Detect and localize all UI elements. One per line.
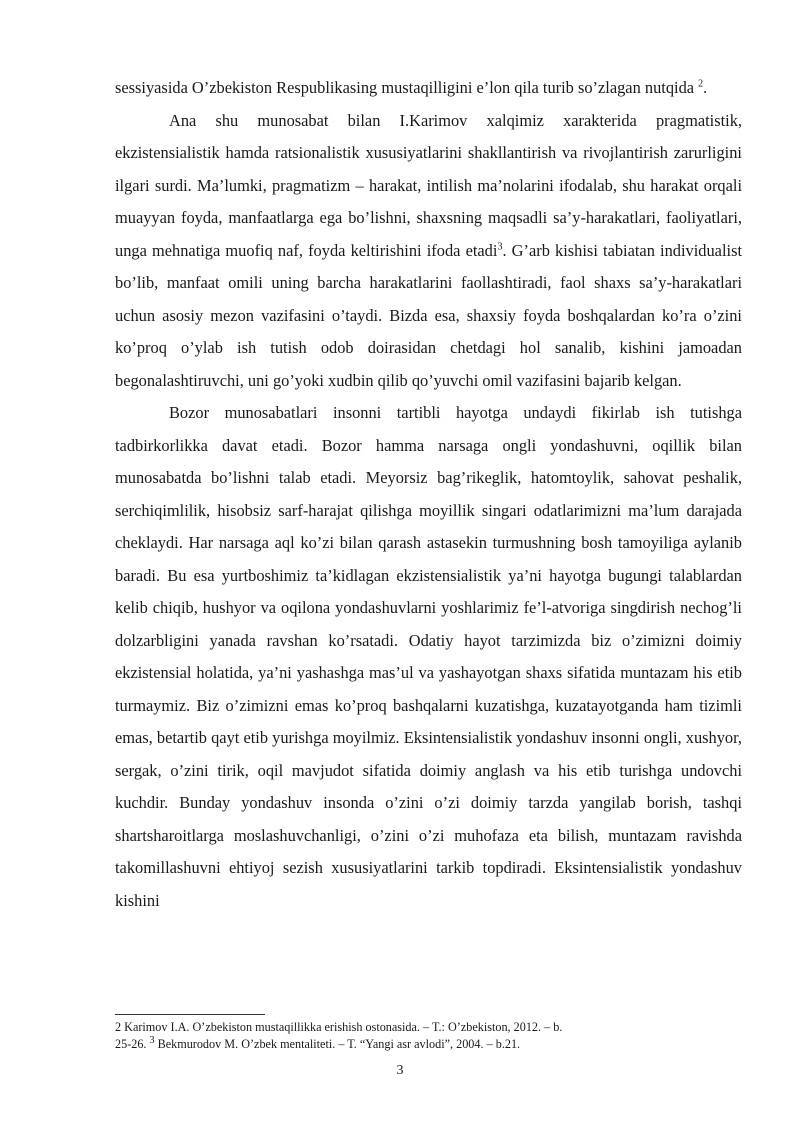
footnote-line-2 [115,1036,675,1053]
footnote-separator [115,1014,265,1015]
body-text [115,72,742,917]
paragraph-2-text: Ana shu munosabat bilan I.Karimov xalqimiz xarakterida pragmatistik, ekzistensialistik hamda ratsionalistik xususiyatlarini shakllantirish va rivojlantirish zarurligini ilgari surdi. Ma’lumki, pragmatizm – harakat, intilish ma’nolarini ifodalab, shu harakat orqali muayyan foyda, manfaatlarga ega bo’lishni, shaxsning maqsadli sa’y-harakatlari, faoliyatlari, unga mehnatiga muofiq naf, foyda keltirishini ifoda etadi [115,110,742,260]
footnote-ref-3[interactable]: 3 [497,241,503,253]
paragraph-2-tail: . G’arb kishisi tabiatan individualist bo’lib, manfaat omili uning barcha harakatlarini faollashtiradi, faol shaxs sa’y-harakatlari uchun asosiy mezon vazifasini o’taydi. Bizda esa, shaxsiy foyda boshqalardan ko’ra o’zini ko’proq o’ylab ish tutish odob doirasidan chetdagi hol sanalib, kishini jamoadan begonalashtiruvchi, uni go’yoki xudbin qilib qo’yuvchi omil vazifasini bajarib kelgan. [115,240,742,390]
footnote-3-marker: 3 [149,1034,155,1046]
paragraph-3 [115,397,742,917]
paragraph-1-tail: . [703,78,708,97]
footnotes [115,1019,675,1053]
footnote-ref-2[interactable]: 2 [698,78,704,90]
paragraph-1 [115,72,742,105]
footnote-line-2-start: 25-26. [115,1037,147,1051]
paragraph-1-text: sessiyasida O’zbekiston Respublikasing mustaqilligini e’lon qila turib so’zlagan nutqida [115,78,695,97]
footnote-line-1: 2 Karimov I.A. O’zbekiston mustaqillikka erishish ostonasida. – T.: O’zbekiston, 2012. – b. [115,1020,563,1034]
page-number: 3 [396,1063,404,1078]
paragraph-2 [115,105,742,398]
paragraph-3-text: Bozor munosabatlari insonni tartibli hayotga undaydi fikirlab ish tutishga tadbirkorlikka davat etadi. Bozor hamma narsaga ongli yondashuvni, oqillik bilan munosabatda bo’lishni talab etadi. Meyorsiz bag’rikeglik, hatomtoylik, sahovat peshalik, serchiqimlilik, hisobsiz sarf-harajat qilishga moyillik singari odatlarimizni ma’lum darajada cheklaydi. Har narsaga aql ko’zi bilan qarash astasekin turmushning bosh tamoyiliga aylanib baradi. Bu esa yurtboshimiz ta’kidlagan ekzistensialistik ya’ni hayotga bugungi talablardan kelib chiqib, hushyor va oqilona yondashuvlarni yoshlarimiz fe’l-atvoriga singdirish nechog’li dolzarbligini yanada ravshan ko’rsatadi. Odatiy hayot tarzimizda biz o’zimizni doimiy ekzistensial holatida, ya’ni yashashga mas’ul va yashayotgan shaxs sifatida muntazam his etib turmaymiz. Biz o’zimizni emas ko’proq bashqalarni kuzatishga, kuzatayotganda ham tizimli emas, betartib qayt etib yurishga moyilmiz. Eksintensialistik yondashuv insonni ongli, xushyor, sergak, o’zini tirik, oqil mavjudot sifatida doimiy anglash va his etib turishga undovchi kuchdir. Bunday yondashuv insonda o’zini o’zi doimiy tarzda yangilab borish, tashqi shartsharoitlarga moslashuvchanligi, o’zini o’zi muhofaza eta bilish, muntazam ravishda takomillashuvni ehtiyoj sezish xususiyatlarini tarkib topdiradi. Eksintensialistik yondashuv kishini [115,403,742,910]
footnote-line-2-rest: Bekmurodov M. O’zbek mentaliteti. – T. “Yangi asr avlodi”, 2004. – b.21. [157,1037,521,1051]
